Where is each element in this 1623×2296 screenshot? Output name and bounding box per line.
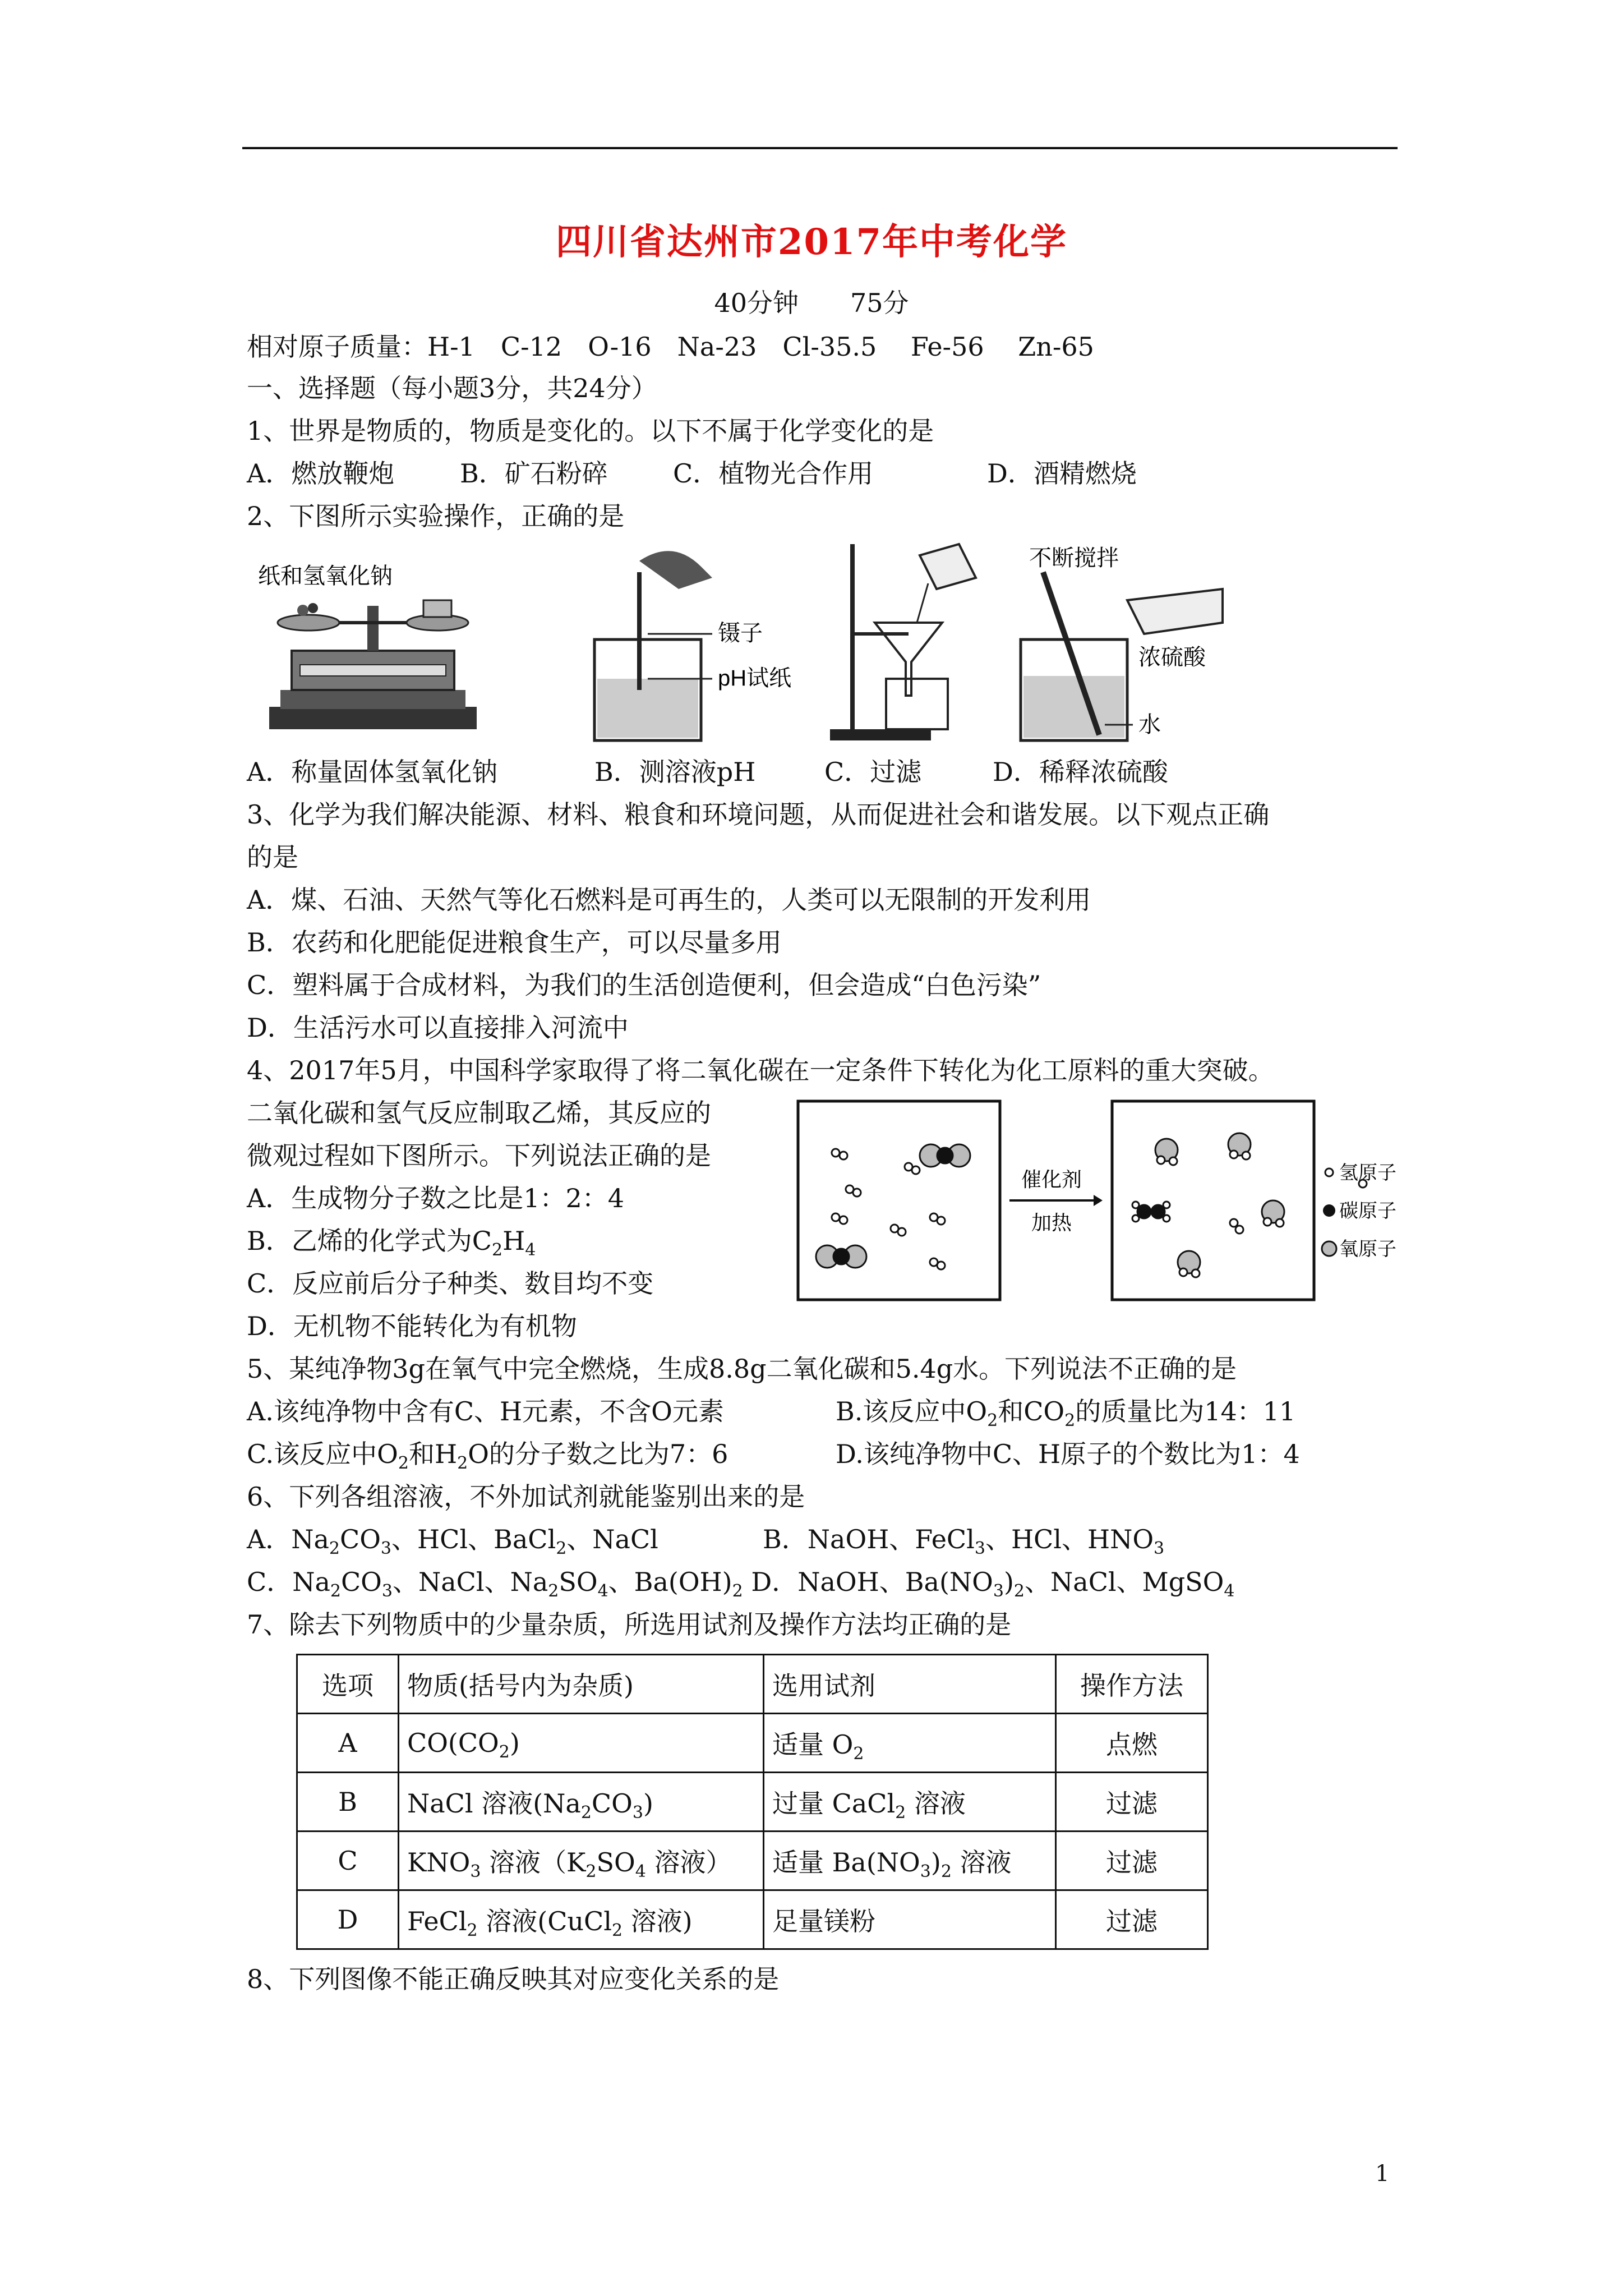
balance-illustration <box>258 564 477 729</box>
q2-option-c[interactable]: C．过滤 <box>824 757 922 787</box>
table-header-cell: 物质(括号内为杂质) <box>399 1655 764 1714</box>
dilution-illustration <box>1021 546 1223 740</box>
q1-option-c[interactable]: C．植物光合作用 <box>673 458 874 489</box>
table-row <box>297 1832 1208 1890</box>
question-4-stem-2: 二氧化碳和氢气反应制取乙烯，其反应的 <box>247 1098 711 1128</box>
row-option: D <box>297 1890 399 1949</box>
fig-label-tweezers: 镊子 <box>718 621 763 646</box>
arrow-label-catalyst: 催化剂 <box>1021 1168 1082 1191</box>
row-reagent: 适量 $O_2$ <box>764 1714 1056 1773</box>
question-7-stem: 7、除去下列物质中的少量杂质，所选用试剂及操作方法均正确的是 <box>247 1609 1012 1640</box>
q1-option-d[interactable]: D．酒精燃烧 <box>987 458 1137 489</box>
q2-option-b[interactable]: B．测溶液pH <box>594 757 756 787</box>
q6-option-a[interactable]: A．$Na_2CO_3$、HCl、BaCl$_2$、NaCl <box>247 1524 658 1558</box>
table-header-cell: 选项 <box>297 1655 399 1714</box>
header-rule <box>242 147 1398 149</box>
row-option: C <box>297 1832 399 1890</box>
row-option: B <box>297 1773 399 1832</box>
fig-label-ph-paper: pH试纸 <box>718 666 792 691</box>
row-reagent: 足量镁粉 <box>764 1890 1056 1949</box>
row-method: 点燃 <box>1056 1714 1208 1773</box>
row-option: A <box>297 1714 399 1773</box>
q5-option-b[interactable]: B.该反应中$O_2$和$CO_2$的质量比为14：11 <box>836 1396 1296 1430</box>
section-heading: 一、选择题（每小题3分，共24分） <box>247 373 657 403</box>
question-3-stem-cont: 的是 <box>247 842 298 872</box>
q3-option-a[interactable]: A．煤、石油、天然气等化石燃料是可再生的，人类可以无限制的开发利用 <box>247 885 1091 915</box>
q5-options-row2 <box>247 1438 1300 1473</box>
question-7-table <box>296 1654 1209 1950</box>
filtration-illustration <box>830 544 976 740</box>
table-header-cell: 操作方法 <box>1056 1655 1208 1714</box>
q3-option-c[interactable]: C．塑料属于合成材料，为我们的生活创造便利，但会造成“白色污染” <box>247 970 1041 1000</box>
question-1-stem: 1、世界是物质的，物质是变化的。以下不属于化学变化的是 <box>247 416 934 446</box>
question-2-stem: 2、下图所示实验操作，正确的是 <box>247 501 625 531</box>
atomic-mass-line: 相对原子质量：H-1 C-12 O-16 Na-23 Cl-35.5 Fe-56 Zn-65 <box>247 332 1094 362</box>
fig-label-water: 水 <box>1138 712 1161 737</box>
question-3-stem: 3、化学为我们解决能源、材料、粮食和环境问题，从而促进社会和谐发展。以下观点正确 <box>247 799 1270 830</box>
q6-option-b[interactable]: B．NaOH、FeCl$_3$、HCl、$HNO_3$ <box>763 1524 1165 1558</box>
row-reagent: 过量 CaCl$_2$ 溶液 <box>764 1773 1056 1832</box>
row-method: 过滤 <box>1056 1773 1208 1832</box>
legend-oxygen: 氧原子 <box>1339 1239 1396 1260</box>
fig-label-paper-naoh: 纸和氢氧化钠 <box>258 564 393 588</box>
q2-option-a[interactable]: A．称量固体氢氧化钠 <box>247 757 498 787</box>
q5-option-c[interactable]: C.该反应中$O_2$和$H_2O$的分子数之比为7：6 <box>247 1439 728 1473</box>
legend-carbon: 碳原子 <box>1339 1200 1396 1222</box>
q3-option-b[interactable]: B．农药和化肥能促进粮食生产，可以尽量多用 <box>247 927 782 958</box>
q6-options-row2 <box>247 1566 1235 1601</box>
row-reagent: 适量 $Ba(NO_3)_2$ 溶液 <box>764 1832 1056 1890</box>
fig-label-stir: 不断搅拌 <box>1029 546 1119 570</box>
q6-option-d[interactable]: D．NaOH、$Ba(NO_3)_2$、NaCl、MgSO$_4$ <box>751 1567 1235 1601</box>
question-8-stem: 8、下列图像不能正确反映其对应变化关系的是 <box>247 1964 780 1994</box>
q3-option-d[interactable]: D．生活污水可以直接排入河流中 <box>247 1013 629 1043</box>
fig-label-conc-acid: 浓硫酸 <box>1138 645 1206 670</box>
table-row <box>297 1773 1208 1832</box>
question-4-stem: 4、2017年5月，中国科学家取得了将二氧化碳在一定条件下转化为化工原料的重大突破。 <box>247 1055 1274 1085</box>
row-substance: FeCl$_2$ 溶液(CuCl$_2$ 溶液) <box>399 1890 764 1949</box>
question-6-stem: 6、下列各组溶液，不外加试剂就能鉴别出来的是 <box>247 1481 805 1512</box>
q4-option-a[interactable]: A．生成物分子数之比是1：2：4 <box>247 1183 625 1213</box>
q4-option-c[interactable]: C．反应前后分子种类、数目均不变 <box>247 1268 654 1299</box>
q2-option-d[interactable]: D．稀释浓硫酸 <box>993 757 1168 787</box>
page-title: 四川省达州市2017年中考化学 <box>555 221 1068 263</box>
legend-hydrogen: 氢原子 <box>1339 1162 1396 1184</box>
q4-option-b[interactable]: B．乙烯的化学式为$C_2H_4$ <box>247 1226 536 1260</box>
question-1-options <box>247 458 1137 489</box>
q6-options-row1 <box>247 1524 1165 1558</box>
q4-option-d[interactable]: D．无机物不能转化为有机物 <box>247 1311 577 1341</box>
ph-test-illustration <box>594 551 791 740</box>
q1-option-b[interactable]: B．矿石粉碎 <box>460 458 608 489</box>
question-5-stem: 5、某纯净物3g在氧气中完全燃烧，生成8.8g二氧化碳和5.4g水。下列说法不正确的是 <box>247 1354 1237 1384</box>
table-header-cell: 选用试剂 <box>764 1655 1056 1714</box>
q5-options-row1 <box>247 1396 1296 1430</box>
table-header-row <box>297 1655 1208 1714</box>
table-row <box>297 1714 1208 1773</box>
row-substance: $KNO_3$ 溶液（$K_2SO_4$ 溶液） <box>399 1832 764 1890</box>
question-2-options <box>247 756 1168 788</box>
exam-duration-score: 40分钟 75分 <box>714 288 909 318</box>
reaction-legend <box>1322 1162 1396 1260</box>
arrow-label-heat: 加热 <box>1031 1211 1072 1234</box>
q5-option-a[interactable]: A.该纯净物中含有C、H元素，不含O元素 <box>247 1396 724 1427</box>
lab-operations-figure <box>247 539 1245 752</box>
table-row <box>297 1890 1208 1949</box>
row-substance: $CO(CO_2)$ <box>399 1714 764 1773</box>
question-4-stem-3: 微观过程如下图所示。下列说法正确的是 <box>247 1140 711 1171</box>
row-substance: NaCl 溶液$(Na_2CO_3)$ <box>399 1773 764 1832</box>
q1-option-a[interactable]: A．燃放鞭炮 <box>247 458 395 489</box>
reaction-micro-figure <box>796 1099 1413 1301</box>
page-number: 1 <box>1375 2161 1390 2187</box>
row-method: 过滤 <box>1056 1832 1208 1890</box>
row-method: 过滤 <box>1056 1890 1208 1949</box>
q5-option-d[interactable]: D.该纯净物中C、H原子的个数比为1：4 <box>836 1439 1300 1469</box>
q6-option-c[interactable]: C．$Na_2CO_3$、NaCl、$Na_2SO_4$、$Ba(OH)_2$ <box>247 1567 743 1601</box>
